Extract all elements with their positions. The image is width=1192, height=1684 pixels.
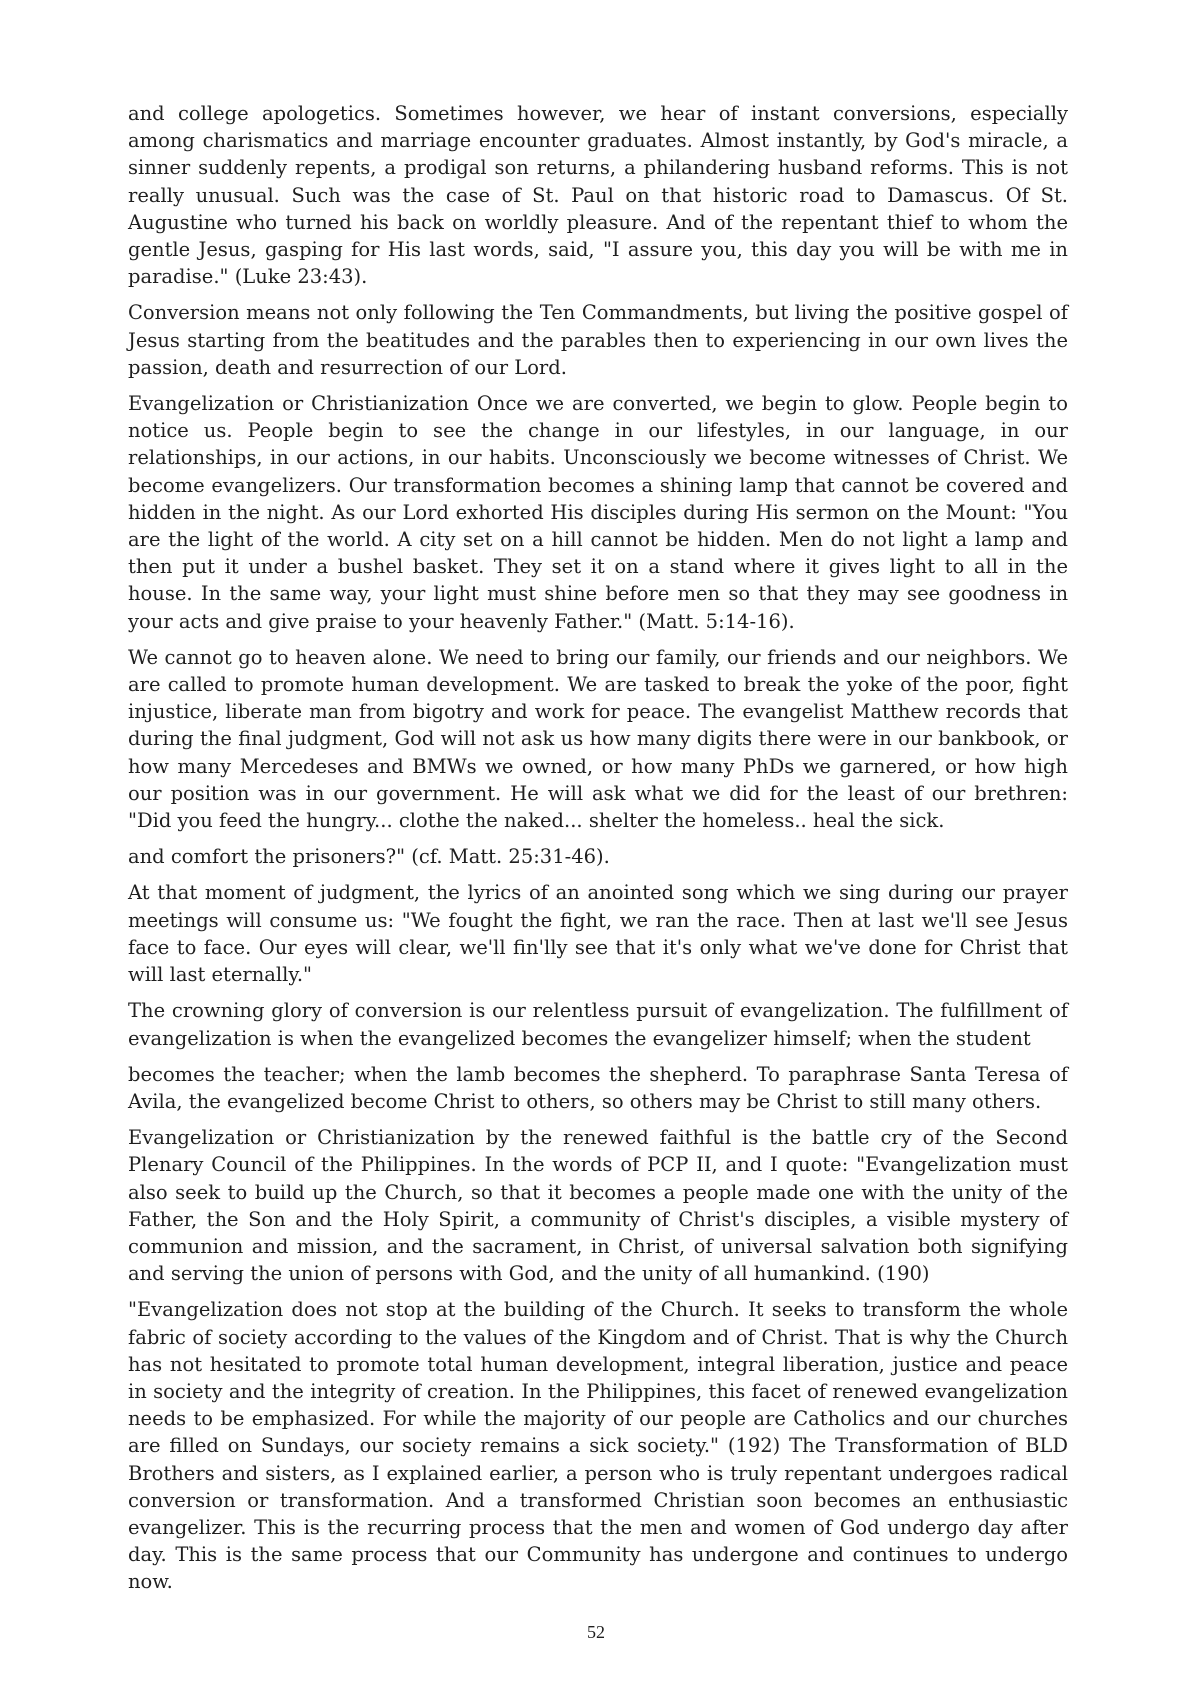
- paragraph: Conversion means not only following the Ten Commandments, but living the positive gospel of Jesus starting from the beatitudes and the parables then to experiencing in our own lives the passion, death and resurrection of our Lord.: [128, 301, 1068, 379]
- paragraph: Evangelization or Christianization Once we are converted, we begin to glow. People begin to notice us. People begin to see the change in our lifestyles, in our language, in our relationships, in our actions, in our habits. Unconsciously we become witnesses of Christ. We become evangelizers. Our transformation becomes a shining lamp that cannot be covered and hidden in the night. As our Lord exhorted His disciples during His sermon on the Mount: "You are the light of the world. A city set on a hill cannot be hidden. Men do not light a lamp and then put it under a bushel basket. They set it on a stand where it gives light to all in the house. In the same way, your light must shine before men so that they may see goodness in your acts and give praise to your heavenly Father." (Matt. 5:14-16).: [128, 392, 1068, 633]
- paragraph: and comfort the prisoners?" (cf. Matt. 25:31-46).: [128, 845, 610, 869]
- paragraph: We cannot go to heaven alone. We need to bring our family, our friends and our neighbors. We are called to promote human development. We are tasked to break the yoke of the poor, fight injustice, liberate man from bigotry and work for peace. The evangelist Matthew records that during the final judgment, God will not ask us how many digits there were in our bankbook, or how many Mercedeses and BMWs we owned, or how many PhDs we garnered, or how high our position was in our government. He will ask what we did for the least of our brethren: "Did you feed the hungry... clothe the naked... shelter the homeless.. heal the sick.: [128, 645, 1068, 833]
- body-text: [128, 100, 1068, 1605]
- paragraph: becomes the teacher; when the lamb becomes the shepherd. To paraphrase Santa Teresa of Avila, the evangelized become Christ to others, so others may be Christ to still many others.: [128, 1062, 1068, 1113]
- paragraph: and college apologetics. Sometimes however, we hear of instant conversions, especially among charismatics and marriage encounter graduates. Almost instantly, by God's miracle, a sinner suddenly repents, a prodigal son returns, a philandering husband reforms. This is not really unusual. Such was the case of St. Paul on that historic road to Damascus. Of St. Augustine who turned his back on worldly pleasure. And of the repentant thief to whom the gentle Jesus, gasping for His last words, said, "I assure you, this day you will be with me in paradise." (Luke 23:43).: [128, 102, 1068, 289]
- paragraph: The crowning glory of conversion is our relentless pursuit of evangelization. The fulfillment of evangelization is when the evangelized becomes the evangelizer himself; when the student: [128, 999, 1068, 1050]
- paragraph: "Evangelization does not stop at the building of the Church. It seeks to transform the whole fabric of society according to the values of the Kingdom and of Christ. That is why the Church has not hesitated to promote total human development, integral liberation, justice and peace in society and the integrity of creation. In the Philippines, this facet of renewed evangelization needs to be emphasized. For while the majority of our people are Catholics and our churches are filled on Sundays, our society remains a sick society." (192) The Transformation of BLD Brothers and sisters, as I explained earlier, a person who is truly repentant undergoes radical conversion or transformation. And a transformed Christian soon becomes an enthusiastic evangelizer. This is the recurring process that the men and women of God undergo day after day. This is the same process that our Community has undergone and continues to undergo now.: [128, 1298, 1068, 1594]
- paragraph: Evangelization or Christianization by the renewed faithful is the battle cry of the Second Plenary Council of the Philippines. In the words of PCP II, and I quote: "Evangelization must also seek to build up the Church, so that it becomes a people made one with the unity of the Father, the Son and the Holy Spirit, a community of Christ's disciples, a visible mystery of communion and mission, and the sacrament, in Christ, of universal salvation both signifying and serving the union of persons with God, and the unity of all humankind. (190): [128, 1126, 1068, 1286]
- page-number: 52: [587, 1622, 605, 1642]
- paragraph: At that moment of judgment, the lyrics of an anointed song which we sing during our prayer meetings will consume us: "We fought the fight, we ran the race. Then at last we'll see Jesus face to face. Our eyes will clear, we'll fin'lly see that it's only what we've done for Christ that will last eternally.": [128, 881, 1068, 987]
